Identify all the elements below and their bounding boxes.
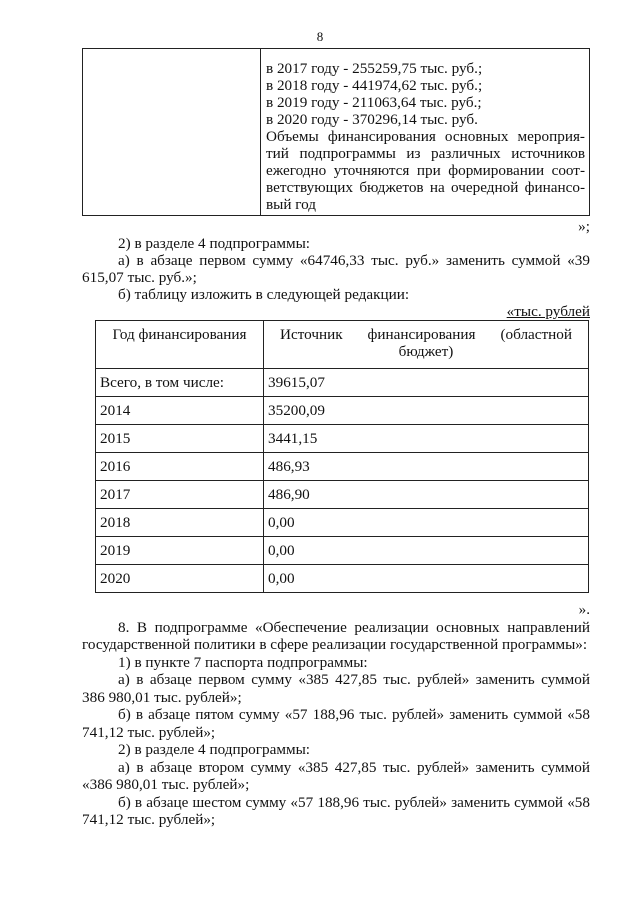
funding-note-line: тий подпрограммы из различных источников xyxy=(266,145,585,162)
section-4-block xyxy=(82,218,590,320)
funding-line: в 2018 году - 441974,62 тыс. руб.; xyxy=(266,77,483,94)
year-cell: Всего, в том числе: xyxy=(96,369,264,397)
amount-cell: 35200,09 xyxy=(264,397,589,425)
paragraph: б) в абзаце шестом сумму «57 188,96 тыс. рублей» заменить суммой «58 741,12 тыс. рублей»; xyxy=(82,793,590,828)
units-label: «тыс. рублей xyxy=(506,303,590,320)
funding-note-line: ветствующих бюджетов на очередной финансо- xyxy=(266,179,585,196)
amount-cell: 486,90 xyxy=(264,481,589,509)
funding-cell xyxy=(266,60,585,213)
amount-cell: 0,00 xyxy=(264,565,589,593)
paragraph: а) в абзаце втором сумму «385 427,85 тыс. рублей» заменить суммой «386 980,01 тыс. рублей»; xyxy=(82,758,590,793)
amount-cell: 0,00 xyxy=(264,537,589,565)
paragraph: 2) в разделе 4 подпрограммы: xyxy=(118,235,310,252)
funding-note-line: Объемы финансирования основных мероприя- xyxy=(266,128,585,145)
table-row xyxy=(96,481,589,509)
page-number: 8 xyxy=(316,29,324,44)
table-row xyxy=(96,453,589,481)
year-cell: 2015 xyxy=(96,425,264,453)
funding-line: в 2020 году - 370296,14 тыс. руб. xyxy=(266,111,478,128)
column-divider xyxy=(260,49,261,215)
amount-cell: 39615,07 xyxy=(264,369,589,397)
year-cell: 2017 xyxy=(96,481,264,509)
year-cell: 2016 xyxy=(96,453,264,481)
amount-cell: 3441,15 xyxy=(264,425,589,453)
closing-quote: »; xyxy=(578,218,590,235)
year-cell: 2014 xyxy=(96,397,264,425)
amount-cell: 486,93 xyxy=(264,453,589,481)
paragraph: 8. В подпрограмме «Обеспечение реализации основных направлений государственной политики в сфере реализации государственной программы»: xyxy=(82,618,590,653)
year-cell: 2018 xyxy=(96,509,264,537)
amount-cell: 0,00 xyxy=(264,509,589,537)
funding-table-fragment xyxy=(82,48,590,216)
paragraph: б) в абзаце пятом сумму «57 188,96 тыс. рублей» заменить суммой «58 741,12 тыс. рублей»; xyxy=(82,706,590,741)
table-row xyxy=(96,565,589,593)
header-cell: Источник финансирования (областной бюджет) xyxy=(264,321,589,369)
year-cell: 2019 xyxy=(96,537,264,565)
paragraph: б) таблицу изложить в следующей редакции: xyxy=(118,286,410,303)
funding-note-line: ежегодно уточняются при формировании соот- xyxy=(266,162,585,179)
funding-line: в 2019 году - 211063,64 тыс. руб.; xyxy=(266,94,482,111)
table-row xyxy=(96,509,589,537)
funding-note-line: вый год xyxy=(266,196,317,213)
table-row xyxy=(96,369,589,397)
closing-quote: ». xyxy=(578,601,590,618)
year-cell: 2020 xyxy=(96,565,264,593)
paragraph: а) в абзаце первом сумму «385 427,85 тыс. рублей» заменить суммой 386 980,01 тыс. рублей»; xyxy=(82,671,590,706)
funding-line: в 2017 году - 255259,75 тыс. руб.; xyxy=(266,60,483,77)
table-row xyxy=(96,397,589,425)
financing-table xyxy=(95,320,589,593)
table-row xyxy=(96,537,589,565)
paragraph: а) в абзаце первом сумму «64746,33 тыс. руб.» заменить суммой «39 615,07 тыс. руб.»; xyxy=(82,252,590,286)
paragraph: 1) в пункте 7 паспорта подпрограммы: xyxy=(118,653,368,671)
header-cell: Год финансирования xyxy=(96,321,264,369)
table-header-row xyxy=(96,321,589,369)
table-row xyxy=(96,425,589,453)
paragraph: 2) в разделе 4 подпрограммы: xyxy=(118,741,310,758)
section-8-block xyxy=(82,601,590,829)
